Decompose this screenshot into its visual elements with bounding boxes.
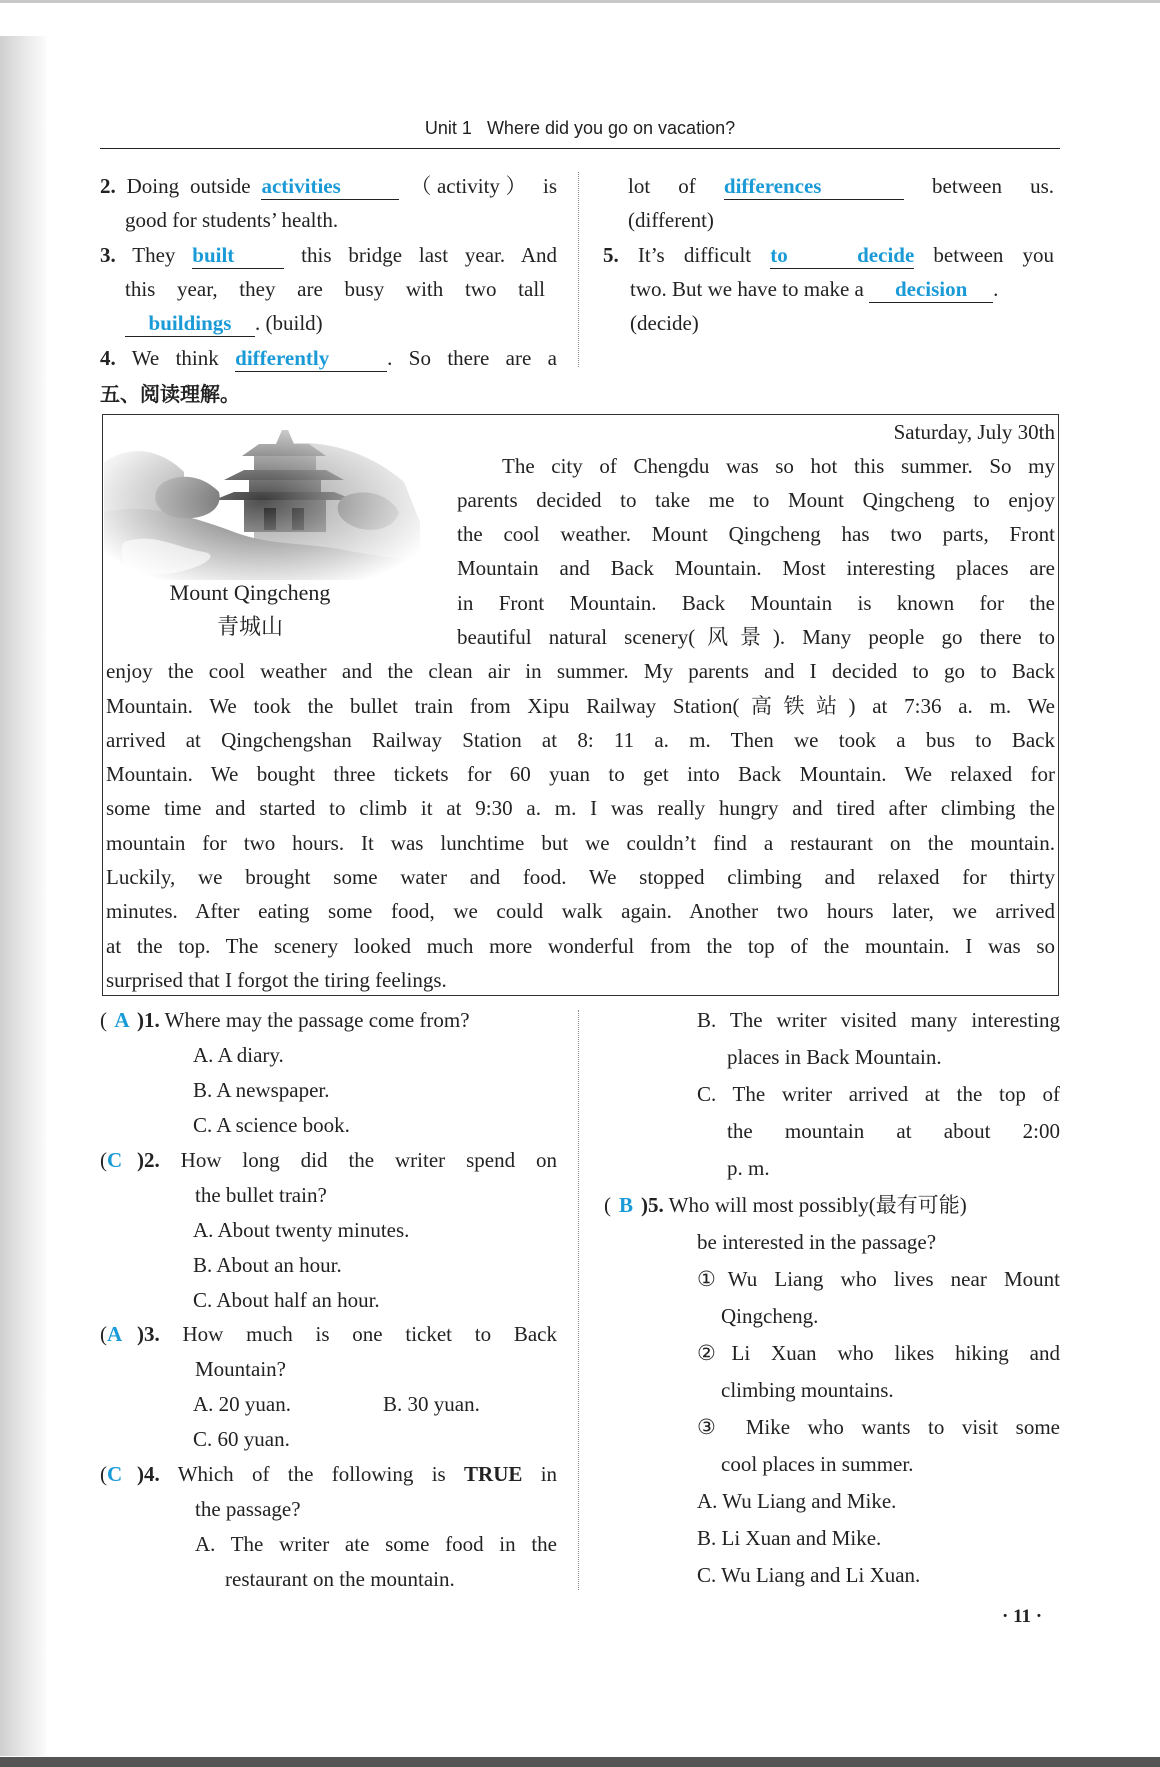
option: B. The writer visited many interesting xyxy=(697,1008,1060,1032)
passage-line: parents decided to take me to Mount Qingcheng to enjoy xyxy=(457,488,1055,512)
passage-line: at the top. The scenery looked much more wonderful from the top of the mountain. I was so xyxy=(106,934,1055,958)
passage-line: the cool weather. Mount Qingcheng has two parts, Front xyxy=(457,522,1055,546)
column-divider-bottom xyxy=(578,1010,579,1590)
list-item: cool places in summer. xyxy=(721,1452,914,1476)
fill-q2-line1: 2. Doing outside activities （activity） is xyxy=(100,174,557,198)
passage-line: Mountain. We took the bullet train from Xipu Railway Station(高铁站) at 7:36 a. m. We xyxy=(106,694,1055,718)
photo-caption-en: Mount Qingcheng xyxy=(169,580,331,605)
answer-blank: built xyxy=(192,242,284,269)
passage-line: mountain for two hours. It was lunchtime but we couldn’t find a restaurant on the mountain. xyxy=(106,831,1055,855)
passage-line: minutes. After eating some food, we could walk again. Another two hours later, we arrived xyxy=(106,899,1055,923)
answer-mark: C xyxy=(107,1462,123,1486)
option: p. m. xyxy=(727,1156,770,1180)
fill-q4-cont-line1: lot of differences between us. xyxy=(628,174,1054,198)
list-item: ③ Mike who wants to visit some xyxy=(697,1415,1060,1439)
answer-mark: B xyxy=(618,1193,633,1217)
running-head xyxy=(100,118,1060,139)
question-4: (C )4. Which of the following is TRUE in xyxy=(100,1462,558,1486)
unit-label: Unit 1 xyxy=(424,118,472,138)
fill-q3-line3: buildings . (build) xyxy=(125,309,323,337)
list-item: climbing mountains. xyxy=(721,1378,894,1402)
passage-line: The city of Chengdu was so hot this summer. So my xyxy=(502,454,1055,478)
fill-q4-cont-line2: (different) xyxy=(628,208,714,232)
page-gutter-shadow xyxy=(0,36,46,1756)
passage-line: Luckily, we brought some water and food. We stopped climbing and relaxed for thirty xyxy=(106,865,1055,889)
question-1: ( A )1. Where may the passage come from? xyxy=(100,1008,470,1032)
answer-blank: buildings xyxy=(125,310,255,337)
option: C. Wu Liang and Li Xuan. xyxy=(697,1563,921,1587)
unit-title: Where did you go on vacation? xyxy=(486,118,736,138)
diary-date: Saturday, July 30th xyxy=(893,420,1055,444)
option: the mountain at about 2:00 xyxy=(727,1119,1060,1143)
passage-line: enjoy the cool weather and the clean air in summer. My parents and I decided to go to Back xyxy=(106,659,1055,683)
fill-q2-line2: good for students’ health. xyxy=(125,208,339,232)
answer-blank: decision xyxy=(869,276,993,303)
passage-line: surprised that I forgot the tiring feelings. xyxy=(106,968,447,992)
photo-caption-zh: 青城山 xyxy=(216,614,283,639)
question-3-stem: Mountain? xyxy=(195,1357,286,1381)
option: C. About half an hour. xyxy=(193,1288,380,1312)
list-item: Qingcheng. xyxy=(721,1304,819,1328)
passage-line: beautiful natural scenery(风景). Many people go there to xyxy=(457,625,1055,649)
passage-line: some time and started to climb it at 9:30 a. m. I was really hungry and tired after climbing the xyxy=(106,796,1055,820)
option: A. 20 yuan. xyxy=(193,1392,291,1416)
option: A. The writer ate some food in the xyxy=(195,1532,557,1556)
question-4-stem: the passage? xyxy=(195,1497,301,1521)
option: C. 60 yuan. xyxy=(193,1427,290,1451)
passage-line: Mountain and Back Mountain. Most interesting places are xyxy=(457,556,1055,580)
column-divider-top xyxy=(578,172,579,367)
answer-mark: A xyxy=(114,1008,130,1032)
question-5: ( B )5. Who will most possibly(最有可能) xyxy=(604,1193,967,1217)
passage-line: in Front Mountain. Back Mountain is known for the xyxy=(457,591,1055,615)
question-2: (C )2. How long did the writer spend on xyxy=(100,1148,557,1172)
page-number: · 11 · xyxy=(1002,1606,1043,1627)
list-item: ①Wu Liang who lives near Mount xyxy=(697,1267,1060,1291)
bottom-bar xyxy=(0,1757,1160,1767)
option: A. A diary. xyxy=(193,1043,284,1067)
option: A. About twenty minutes. xyxy=(193,1218,410,1242)
option: B. A newspaper. xyxy=(193,1078,330,1102)
answer-blank: to decide xyxy=(770,243,915,267)
fill-q3-line2: this year, they are busy with two tall xyxy=(125,277,545,301)
mount-qingcheng-photo xyxy=(104,422,420,580)
fill-q4-line1: 4. We think differently . So there are a xyxy=(100,346,557,370)
fill-q5-line2: two. But we have to make a decision . xyxy=(630,277,999,301)
option: places in Back Mountain. xyxy=(727,1045,942,1069)
answer-blank: activities xyxy=(261,173,399,200)
passage-line: arrived at Qingchengshan Railway Station at 8: 11 a. m. Then we took a bus to Back xyxy=(106,728,1055,752)
option: B. Li Xuan and Mike. xyxy=(697,1526,882,1550)
question-2-stem: the bullet train? xyxy=(195,1183,327,1207)
option: A. Wu Liang and Mike. xyxy=(697,1489,897,1513)
fill-q5-line3: (decide) xyxy=(630,311,699,335)
fill-q5-line1: 5. It’s difficult to decide between you xyxy=(603,243,1055,267)
option: B. About an hour. xyxy=(193,1253,342,1277)
header-rule xyxy=(100,148,1060,149)
answer-blank: differently xyxy=(235,345,387,372)
fill-q3-line1: 3. They built this bridge last year. And xyxy=(100,243,558,267)
answer-blank: differences xyxy=(724,173,904,200)
option: C. The writer arrived at the top of xyxy=(697,1082,1060,1106)
option: B. 30 yuan. xyxy=(383,1392,480,1416)
answer-mark: C xyxy=(107,1148,123,1172)
option: restaurant on the mountain. xyxy=(225,1567,455,1591)
passage-line: Mountain. We bought three tickets for 60 yuan to get into Back Mountain. We relaxed for xyxy=(106,762,1055,786)
answer-mark: A xyxy=(107,1322,123,1346)
section-title: 五、阅读理解。 xyxy=(100,382,240,406)
list-item: ②Li Xuan who likes hiking and xyxy=(697,1341,1060,1365)
question-5-stem: be interested in the passage? xyxy=(697,1230,937,1254)
top-edge xyxy=(0,0,1160,3)
question-3: (A )3. How much is one ticket to Back xyxy=(100,1322,557,1346)
option: C. A science book. xyxy=(193,1113,350,1137)
